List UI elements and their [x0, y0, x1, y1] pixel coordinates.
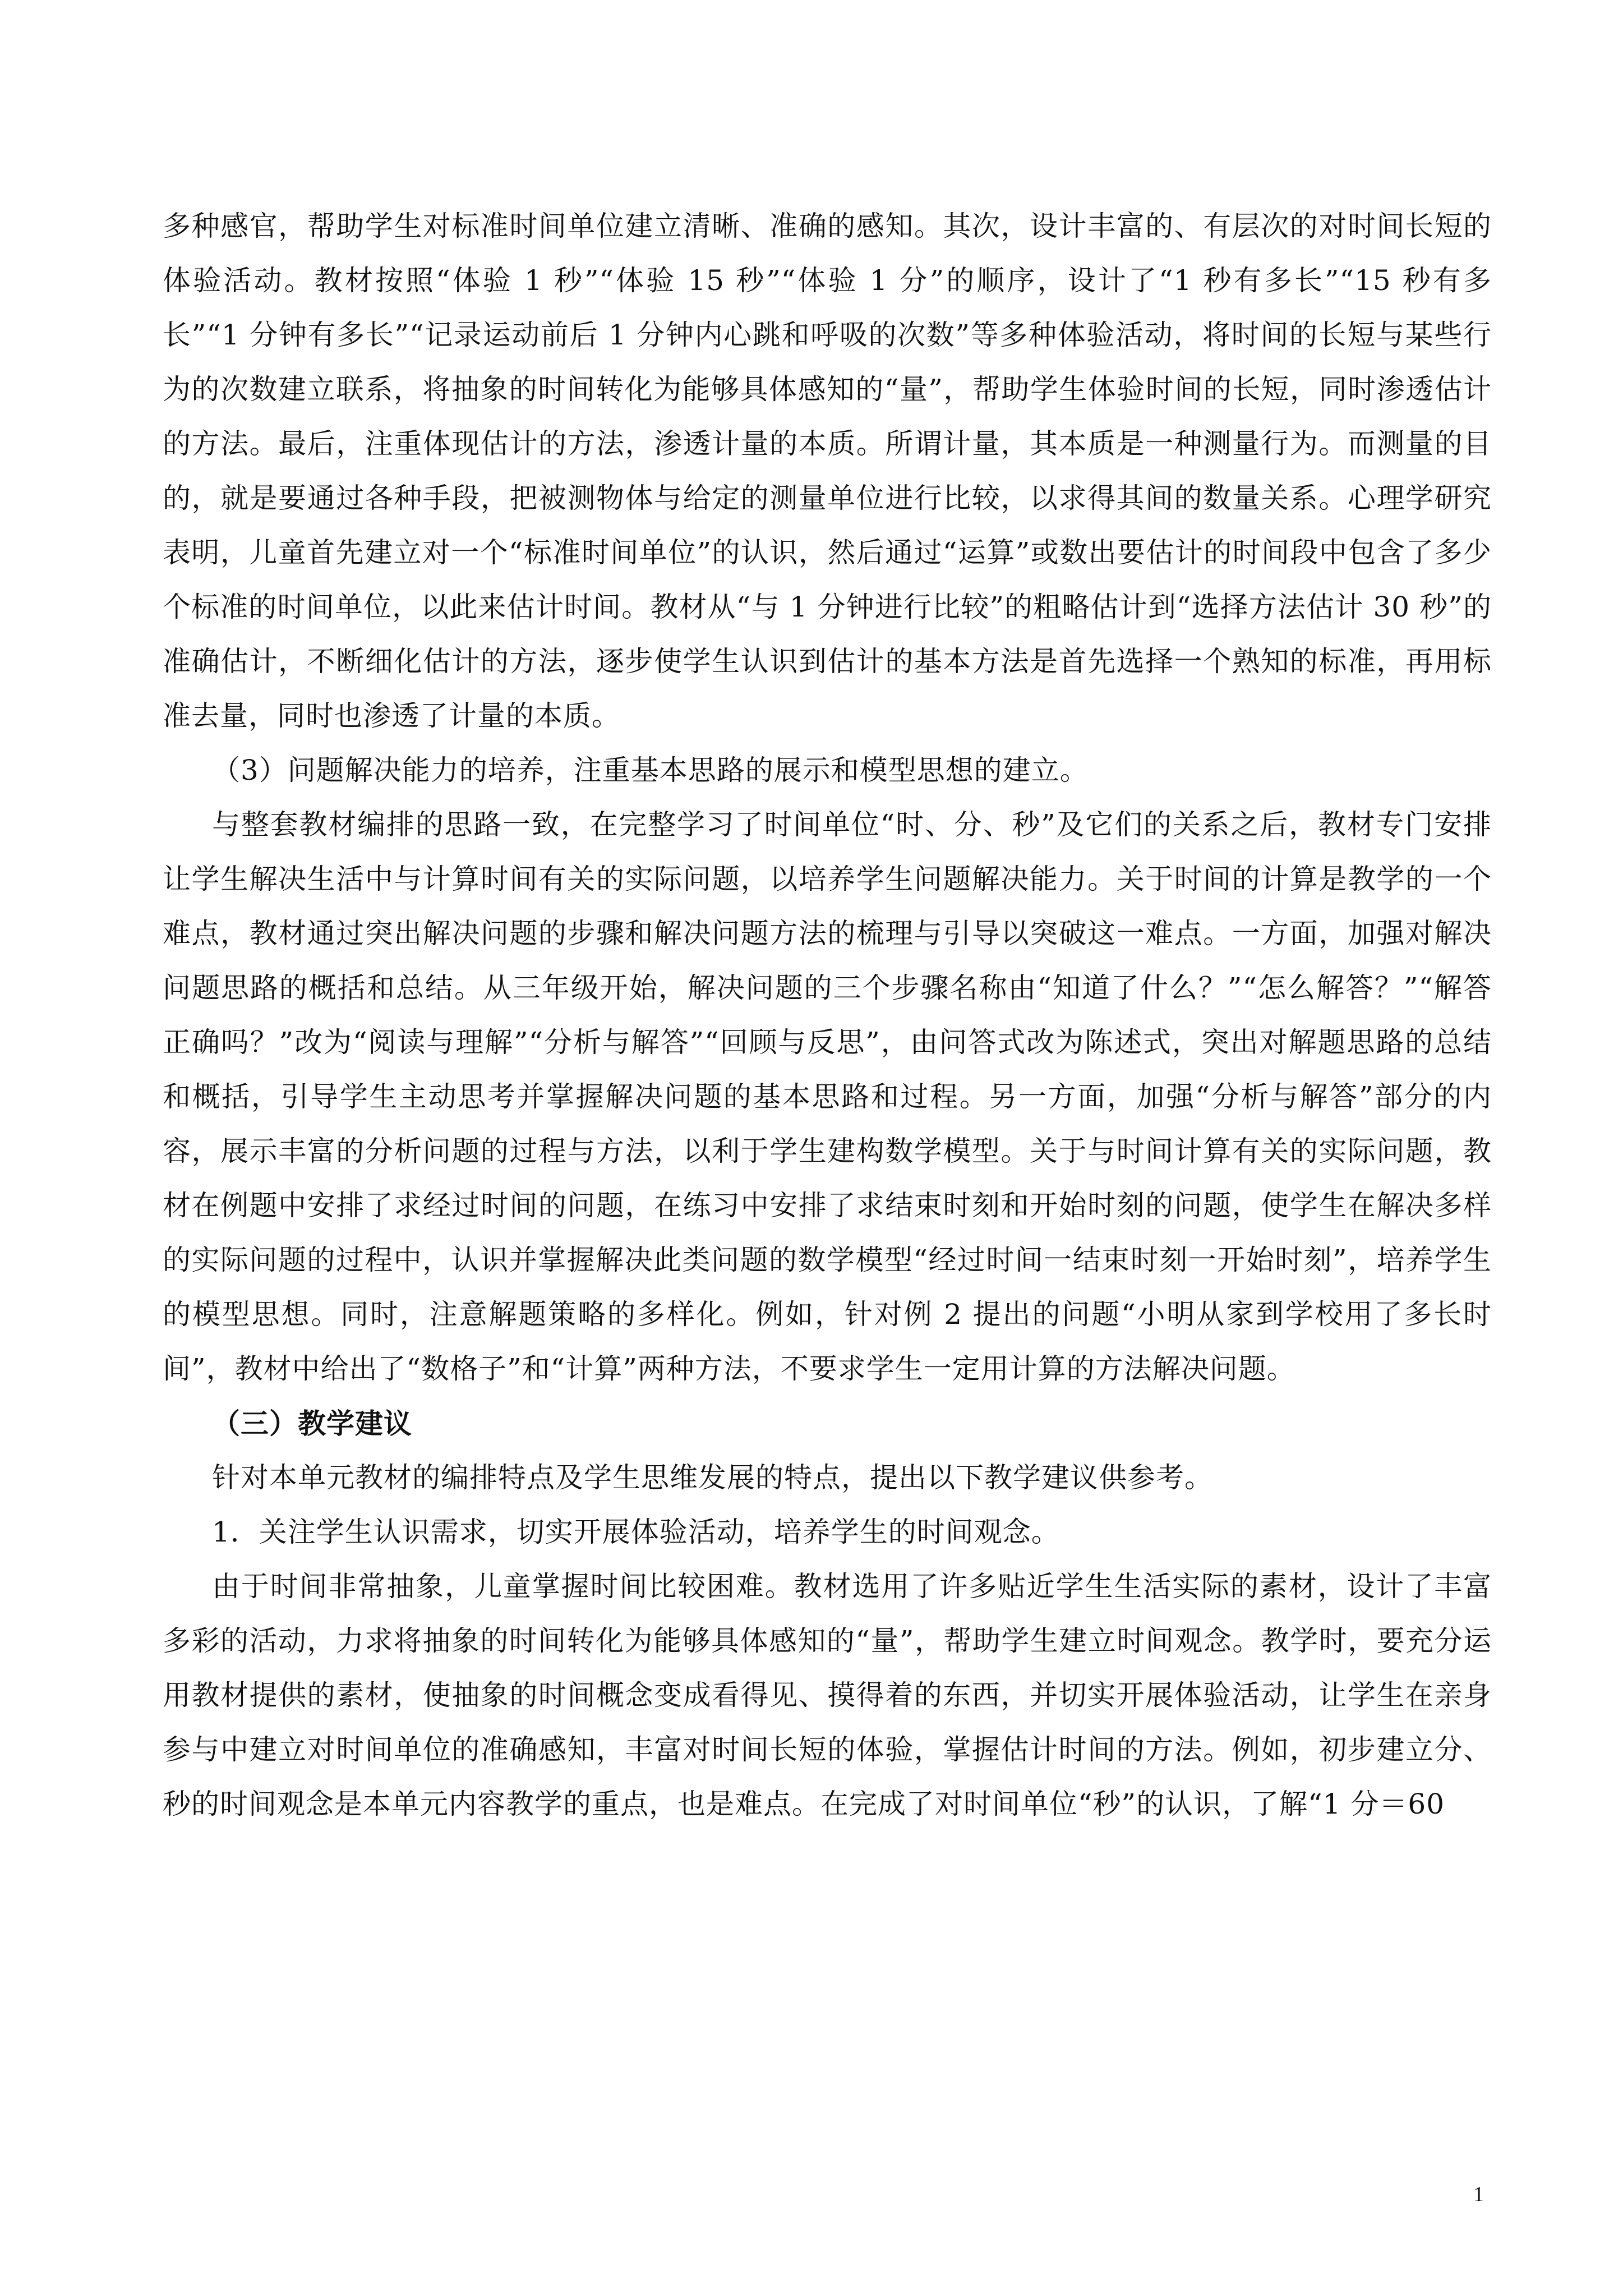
section-heading-teaching-suggestions: （三）教学建议: [212, 1407, 412, 1440]
page-number: 1: [1473, 2183, 1484, 2206]
paragraph-problem-solving: 与整套教材编排的思路一致，在完整学习了时间单位“时、分、秒”及它们的关系之后，教材专门安排让学生解决生活中与计算时间有关的实际问题，以培养学生问题解决能力。关于时间的计算是教学的一个难点，教材通过突出解决问题的步骤和解决问题方法的梳理与引导以突破这一难点。一方面，加强对解决问题思路的概括和总结。从三年级开始，解决问题的三个步骤名称由“知道了什么？”“怎么解答？”“解答正确吗？”改为“阅读与理解”“分析与解答”“回顾与反思”，由问答式改为陈述式，突出对解题思路的总结和概括，引导学生主动思考并掌握解决问题的基本思路和过程。另一方面，加强“分析与解答”部分的内容，展示丰富的分析问题的过程与方法，以利于学生建构数学模型。关于与时间计算有关的实际问题，教材在例题中安排了求经过时间的问题，在练习中安排了求结束时刻和开始时刻的问题，使学生在解决多样的实际问题的过程中，认识并掌握解决此类问题的数学模型“经过时间一结束时刻一开始时刻”，培养学生的模型思想。同时，注意解题策略的多样化。例如，针对例 2 提出的问题“小明从家到学校用了多长时间”，教材中给出了“数格子”和“计算”两种方法，不要求学生一定用计算的方法解决问题。: [163, 808, 1492, 1385]
paragraph-time-unit-perception: 多种感官，帮助学生对标准时间单位建立清晰、准确的感知。其次，设计丰富的、有层次的对时间长短的体验活动。教材按照“体验 1 秒”“体验 15 秒”“体验 1 分”的顺序，设计了“1 秒有多长”“15 秒有多长”“1 分钟有多长”“记录运动前后 1 分钟内心跳和呼吸的次数”等多种体验活动，将时间的长短与某些行为的次数建立联系，将抽象的时间转化为能够具体感知的“量”，帮助学生体验时间的长短，同时渗透估计的方法。最后，注重体现估计的方法，渗透计量的本质。所谓计量，其本质是一种测量行为。而测量的目的，就是要通过各种手段，把被测物体与给定的测量单位进行比较，以求得其间的数量关系。心理学研究表明，儿童首先建立对一个“标准时间单位”的认识，然后通过“运算”或数出要估计的时间段中包含了多少个标准的时间单位，以此来估计时间。教材从“与 1 分钟进行比较”的粗略估计到“选择方法估计 30 秒”的准确估计，不断细化估计的方法，逐步使学生认识到估计的基本方法是首先选择一个熟知的标准，再用标准去量，同时也渗透了计量的本质。: [163, 210, 1492, 732]
subheading-suggestion-1: 1．关注学生认识需求，切实开展体验活动，培养学生的时间观念。: [212, 1516, 1060, 1548]
paragraph-suggestion-1: 由于时间非常抽象，儿童掌握时间比较困难。教材选用了许多贴近学生生活实际的素材，设计了丰富多彩的活动，力求将抽象的时间转化为能够具体感知的“量”，帮助学生建立时间观念。教学时，要充分运用教材提供的素材，使抽象的时间概念变成看得见、摸得着的东西，并切实开展体验活动，让学生在亲身参与中建立对时间单位的准确感知，丰富对时间长短的体验，掌握估计时间的方法。例如，初步建立分、秒的时间观念是本单元内容教学的重点，也是难点。在完成了对时间单位“秒”的认识，了解“1 分＝60: [163, 1570, 1492, 1820]
section-heading-problem-solving: （3）问题解决能力的培养，注重基本思路的展示和模型思想的建立。: [212, 754, 1089, 786]
document-body: [163, 199, 1492, 1832]
paragraph-suggestions-intro: 针对本单元教材的编排特点及学生思维发展的特点，提出以下教学建议供参考。: [212, 1461, 1213, 1494]
